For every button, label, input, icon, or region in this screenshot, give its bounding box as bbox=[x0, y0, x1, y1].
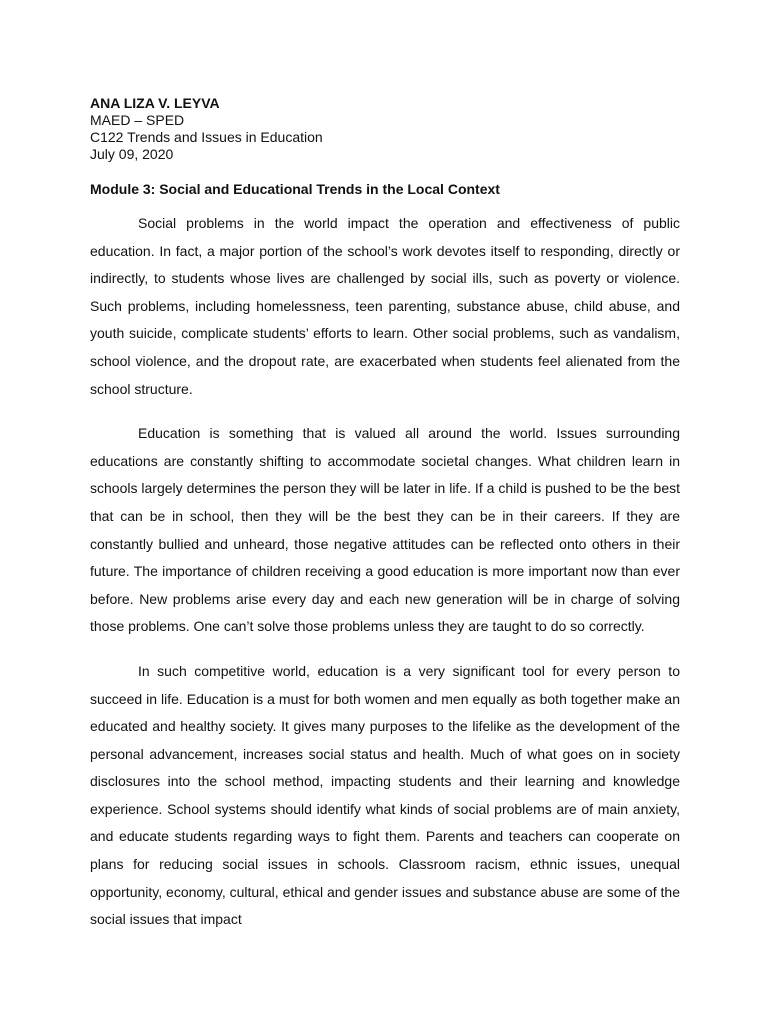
date-line: July 09, 2020 bbox=[90, 146, 174, 162]
document-body bbox=[90, 210, 680, 934]
program-line: MAED – SPED bbox=[90, 112, 185, 128]
paragraph-2: Education is something that is valued all around the world. Issues surrounding educations are constantly shifting to accommodate societal changes. What children learn in schools largely determines the person they will be later in life. If a child is pushed to be the best that can be in school, then they will be the best they can be in their careers. If they are constantly bullied and unheard, those negative attitudes can be reflected onto others in their future. The importance of children receiving a good education is more important now than ever before. New problems arise every day and each new generation will be in charge of solving those problems. One can’t solve those problems unless they are taught to do so correctly. bbox=[90, 425, 680, 635]
paragraph-3: In such competitive world, education is a very significant tool for every person to succeed in life. Education is a must for both women and men equally as both together make an educated and healthy society. It gives many purposes to the lifelike as the development of the personal advancement, increases social status and health. Much of what goes on in society disclosures into the school method, impacting students and their learning and knowledge experience. School systems should identify what kinds of social problems are of main anxiety, and educate students regarding ways to fight them. Parents and teachers can cooperate on plans for reducing social issues in schools. Classroom racism, ethnic issues, unequal opportunity, economy, cultural, ethical and gender issues and substance abuse are some of the social issues that impact bbox=[90, 662, 680, 928]
document-page bbox=[90, 95, 680, 951]
module-title: Module 3: Social and Educational Trends in the Local Context bbox=[90, 181, 500, 197]
paragraph-1: Social problems in the world impact the operation and effectiveness of public education. In fact, a major portion of the school’s work devotes itself to responding, directly or indirectly, to students whose lives are challenged by social ills, such as poverty or violence. Such problems, including homelessness, teen parenting, substance abuse, child abuse, and youth suicide, complicate students’ efforts to learn. Other social problems, such as vandalism, school violence, and the dropout rate, are exacerbated when students feel alienated from the school structure. bbox=[90, 215, 680, 397]
course-line: C122 Trends and Issues in Education bbox=[90, 129, 323, 145]
author-name: ANA LIZA V. LEYVA bbox=[90, 95, 220, 111]
document-header bbox=[90, 95, 680, 163]
